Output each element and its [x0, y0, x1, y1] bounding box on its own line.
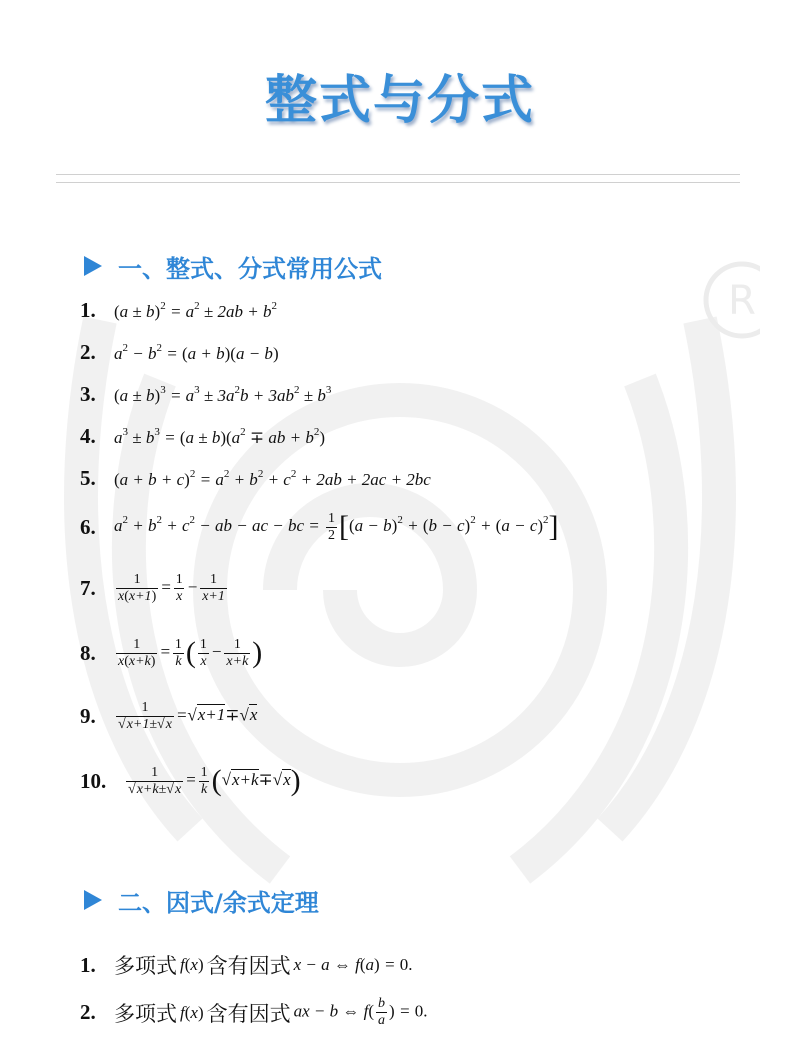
formula: x − a ⇔ f(a) = 0. [293, 955, 413, 974]
formula: $(a \pm b)^3 = a^3 \pm 3a^2b + 3ab^2 \pm b^3$ [114, 383, 332, 405]
theorem-row: 2. 多项式 f(x) 含有因式 ax − b ⇔ f( $\frac{b}{a}$ ) = 0. [80, 996, 428, 1028]
formula: $\frac{1}{x(x+k)}$ = $\frac{1}{k}$ ( $\frac{1}{x}$ − $\frac{1}{x+k}$ ) [118, 636, 263, 669]
formula-row: 7. $\frac{1}{x(x+1)}$ = $\frac{1}{x}$ − $\frac{1}{x+1}$ [80, 572, 229, 605]
formula-row: 2. $a^2 - b^2 = (a + b)(a - b)$ [80, 340, 279, 364]
section-heading-2: 二、因式/余式定理 [84, 884, 319, 916]
formula: $a^3 \pm b^3 = (a \pm b)(a^2$ ∓ ab + $b^2$) [114, 425, 326, 447]
divider-top [56, 174, 740, 175]
formula-row: 4. $a^3 \pm b^3 = (a \pm b)(a^2$ ∓ ab + $b^2$) [80, 424, 326, 448]
formula: $a^2 + b^2 + c^2$ − ab − ac − bc = $\frac{1}{2}$ $[(a - b)^2 + (b - c)^2 + (a - c)^2]$ [114, 510, 559, 543]
formula-row: 9. $\frac{1}{√x+1\pm√x}$ =√x+1∓√x [80, 700, 258, 732]
formula: $a^2 - b^2 = (a + b)(a - b)$ [114, 341, 279, 363]
formula: $(a \pm b)^2 = a^2 \pm 2ab + b^2$ [114, 299, 277, 321]
svg-text:R: R [728, 278, 756, 324]
formula: $\frac{1}{√x+k\pm√x}$ = $\frac{1}{k}$ (√x+k∓√x) [128, 764, 301, 797]
formula-row: 5. $(a + b + c)^2 = a^2 + b^2 + c^2 + 2ab + 2ac + 2bc$ [80, 466, 431, 490]
formula: $(a + b + c)^2 = a^2 + b^2 + c^2 + 2ab + 2ac + 2bc$ [114, 467, 431, 489]
theorem-row: 1. 多项式 f(x) 含有因式 x − a ⇔ f(a) = 0. [80, 952, 413, 978]
divider-bottom [56, 182, 740, 183]
formula-row: 8. $\frac{1}{x(x+k)}$ = $\frac{1}{k}$ ( $\frac{1}{x}$ − $\frac{1}{x+k}$ ) [80, 636, 263, 669]
formula: $\frac{1}{√x+1\pm√x}$ =√x+1∓√x [118, 700, 258, 732]
formula-row: 6. $a^2 + b^2 + c^2$ − ab − ac − bc = $\frac{1}{2}$ $[(a - b)^2 + (b - c)^2 + (a - c)^2]$ [80, 510, 559, 543]
formula: $\frac{1}{x(x+1)}$ = $\frac{1}{x}$ − $\frac{1}{x+1}$ [118, 572, 225, 604]
formula: ax − b ⇔ f( $\frac{b}{a}$ ) = 0. [293, 996, 428, 1028]
triangle-bullet-icon [84, 890, 102, 910]
page-title: 整式与分式 [264, 71, 535, 131]
formula-row: 3. $(a \pm b)^3 = a^3 \pm 3a^2b + 3ab^2 \pm b^3$ [80, 382, 332, 406]
section-heading-1: 一、整式、分式常用公式 [84, 250, 382, 282]
triangle-bullet-icon [84, 256, 102, 276]
formula-row: 10. $\frac{1}{√x+k\pm√x}$ = $\frac{1}{k}$ (√x+k∓√x) [80, 764, 301, 797]
formula-row: 1. $(a \pm b)^2 = a^2 \pm 2ab + b^2$ [80, 298, 277, 322]
